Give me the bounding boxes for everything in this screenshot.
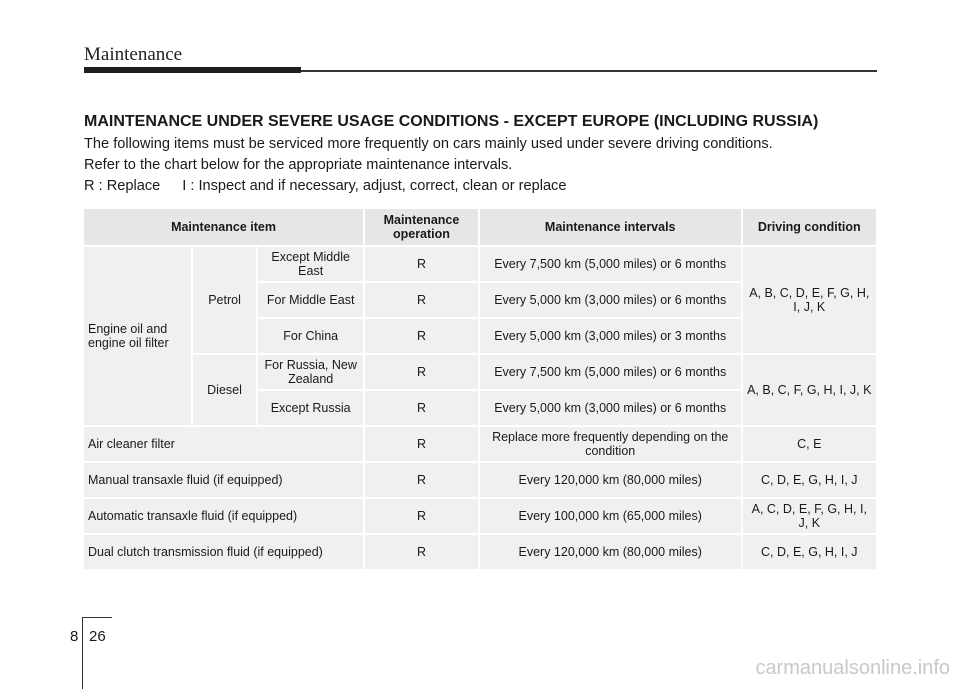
interval-cell: Every 5,000 km (3,000 miles) or 6 months xyxy=(480,283,741,317)
section-title: MAINTENANCE UNDER SEVERE USAGE CONDITIONS - EXCEPT EUROPE (INCLUDING RUSSIA) xyxy=(84,113,819,130)
region-cell: For China xyxy=(258,319,363,353)
table-header-row xyxy=(84,209,876,245)
interval-cell: Every 5,000 km (3,000 miles) or 3 months xyxy=(480,319,741,353)
intro-text: The following items must be serviced more frequently on cars mainly used under severe driving conditions. xyxy=(84,136,773,152)
interval-cell: Every 120,000 km (80,000 miles) xyxy=(480,463,741,497)
chapter-number: 8 xyxy=(70,628,79,645)
operation-cell: R xyxy=(365,355,478,389)
item-cell: Manual transaxle fluid (if equipped) xyxy=(84,463,363,497)
table-row xyxy=(84,427,876,461)
operation-cell: R xyxy=(365,283,478,317)
table-row xyxy=(84,463,876,497)
interval-cell: Every 120,000 km (80,000 miles) xyxy=(480,535,741,569)
item-cell: Automatic transaxle fluid (if equipped) xyxy=(84,499,363,533)
table-row xyxy=(84,499,876,533)
condition-cell: C, D, E, G, H, I, J xyxy=(743,535,876,569)
operation-cell: R xyxy=(365,535,478,569)
item-cell: Air cleaner filter xyxy=(84,427,363,461)
footer-horizontal-rule xyxy=(82,617,112,618)
item-cell: Dual clutch transmission fluid (if equipped) xyxy=(84,535,363,569)
header-maintenance-intervals: Maintenance intervals xyxy=(480,209,741,245)
region-cell: Except Middle East xyxy=(258,247,363,281)
maintenance-table xyxy=(82,207,878,571)
legend-inspect: I : Inspect and if necessary, adjust, correct, clean or replace xyxy=(182,178,567,194)
engine-oil-label: Engine oil and engine oil filter xyxy=(84,247,191,425)
interval-cell: Every 7,500 km (5,000 miles) or 6 months xyxy=(480,355,741,389)
interval-cell: Replace more frequently depending on the condition xyxy=(480,427,741,461)
legend-replace: R : Replace xyxy=(84,178,161,194)
condition-cell: A, C, D, E, F, G, H, I, J, K xyxy=(743,499,876,533)
watermark: carmanualsonline.info xyxy=(755,657,950,679)
page-number: 26 xyxy=(89,628,106,645)
interval-cell: Every 100,000 km (65,000 miles) xyxy=(480,499,741,533)
table-row xyxy=(84,247,876,281)
condition-cell: C, E xyxy=(743,427,876,461)
condition-cell: C, D, E, G, H, I, J xyxy=(743,463,876,497)
operation-cell: R xyxy=(365,247,478,281)
operation-cell: R xyxy=(365,427,478,461)
header-maintenance-item: Maintenance item xyxy=(84,209,363,245)
table-row xyxy=(84,535,876,569)
header-driving-condition: Driving condition xyxy=(743,209,876,245)
footer-vertical-rule xyxy=(82,617,83,689)
legend-line xyxy=(84,178,566,194)
operation-cell: R xyxy=(365,499,478,533)
header-rule-thick xyxy=(84,67,301,73)
operation-cell: R xyxy=(365,319,478,353)
operation-cell: R xyxy=(365,391,478,425)
interval-cell: Every 5,000 km (3,000 miles) or 6 months xyxy=(480,391,741,425)
table-row xyxy=(84,355,876,389)
running-head: Maintenance xyxy=(84,44,183,65)
interval-cell: Every 7,500 km (5,000 miles) or 6 months xyxy=(480,247,741,281)
diesel-condition: A, B, C, F, G, H, I, J, K xyxy=(743,355,876,425)
region-cell: Except Russia xyxy=(258,391,363,425)
header-maintenance-operation: Maintenance operation xyxy=(365,209,478,245)
operation-cell: R xyxy=(365,463,478,497)
diesel-label: Diesel xyxy=(193,355,257,425)
intro-text-refer: Refer to the chart below for the appropriate maintenance intervals. xyxy=(84,157,513,173)
petrol-condition: A, B, C, D, E, F, G, H, I, J, K xyxy=(743,247,876,353)
header-rule-thin xyxy=(301,70,877,72)
region-cell: For Russia, New Zealand xyxy=(258,355,363,389)
petrol-label: Petrol xyxy=(193,247,257,353)
region-cell: For Middle East xyxy=(258,283,363,317)
